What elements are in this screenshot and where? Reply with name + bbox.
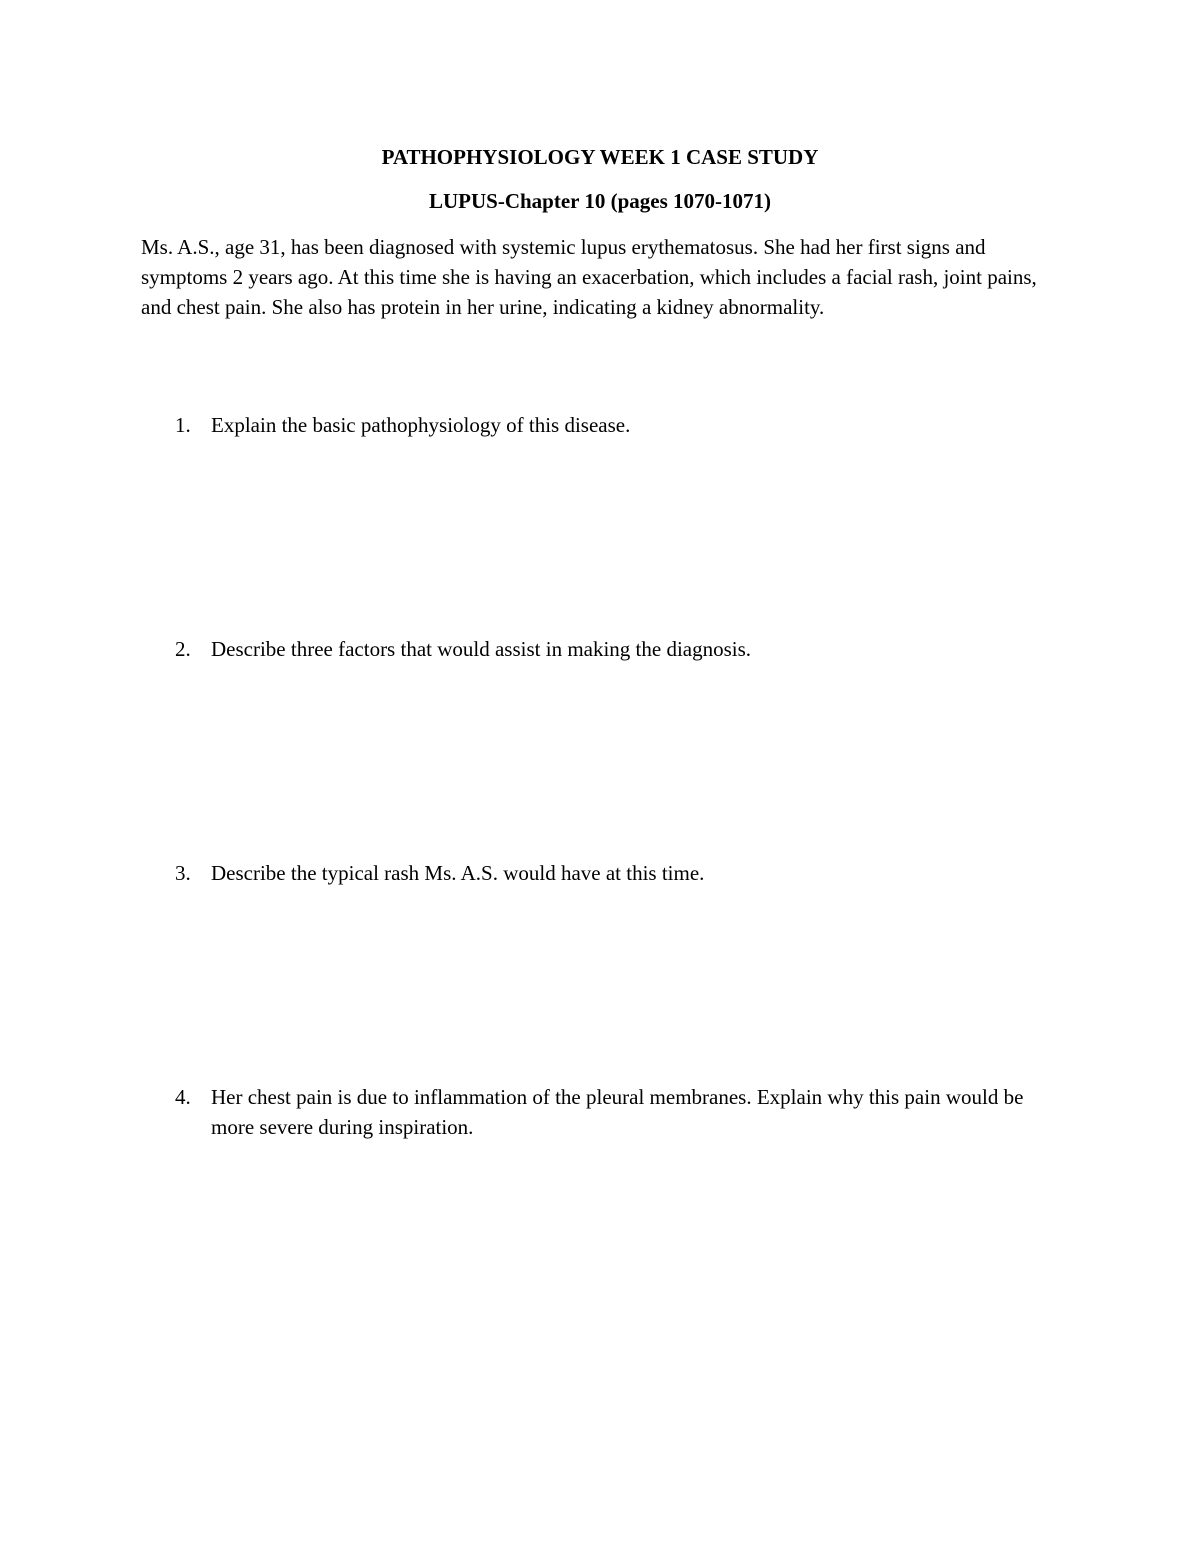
question-text: Explain the basic pathophysiology of this disease. — [211, 413, 631, 437]
question-number: 3. — [175, 861, 191, 885]
case-description: Ms. A.S., age 31, has been diagnosed with systemic lupus erythematosus. She had her first signs and symptoms 2 years ago. At this time she is having an exacerbation, which includes a facial rash, joint pains, and chest pain. She also has protein in her urine, indicating a kidney abnormality. — [141, 235, 1037, 319]
question-text: Describe the typical rash Ms. A.S. would have at this time. — [211, 861, 705, 885]
page-subtitle: LUPUS-Chapter 10 (pages 1070-1071) — [428, 189, 772, 213]
question-number: 2. — [175, 637, 191, 661]
question-text: Her chest pain is due to inflammation of the pleural membranes. Explain why this pain would be more severe during inspiration. — [211, 1085, 1024, 1139]
question-number: 4. — [175, 1085, 191, 1109]
question-number: 1. — [175, 413, 191, 437]
page-title: PATHOPHYSIOLOGY WEEK 1 CASE STUDY — [381, 145, 819, 169]
question-text: Describe three factors that would assist in making the diagnosis. — [211, 637, 752, 661]
